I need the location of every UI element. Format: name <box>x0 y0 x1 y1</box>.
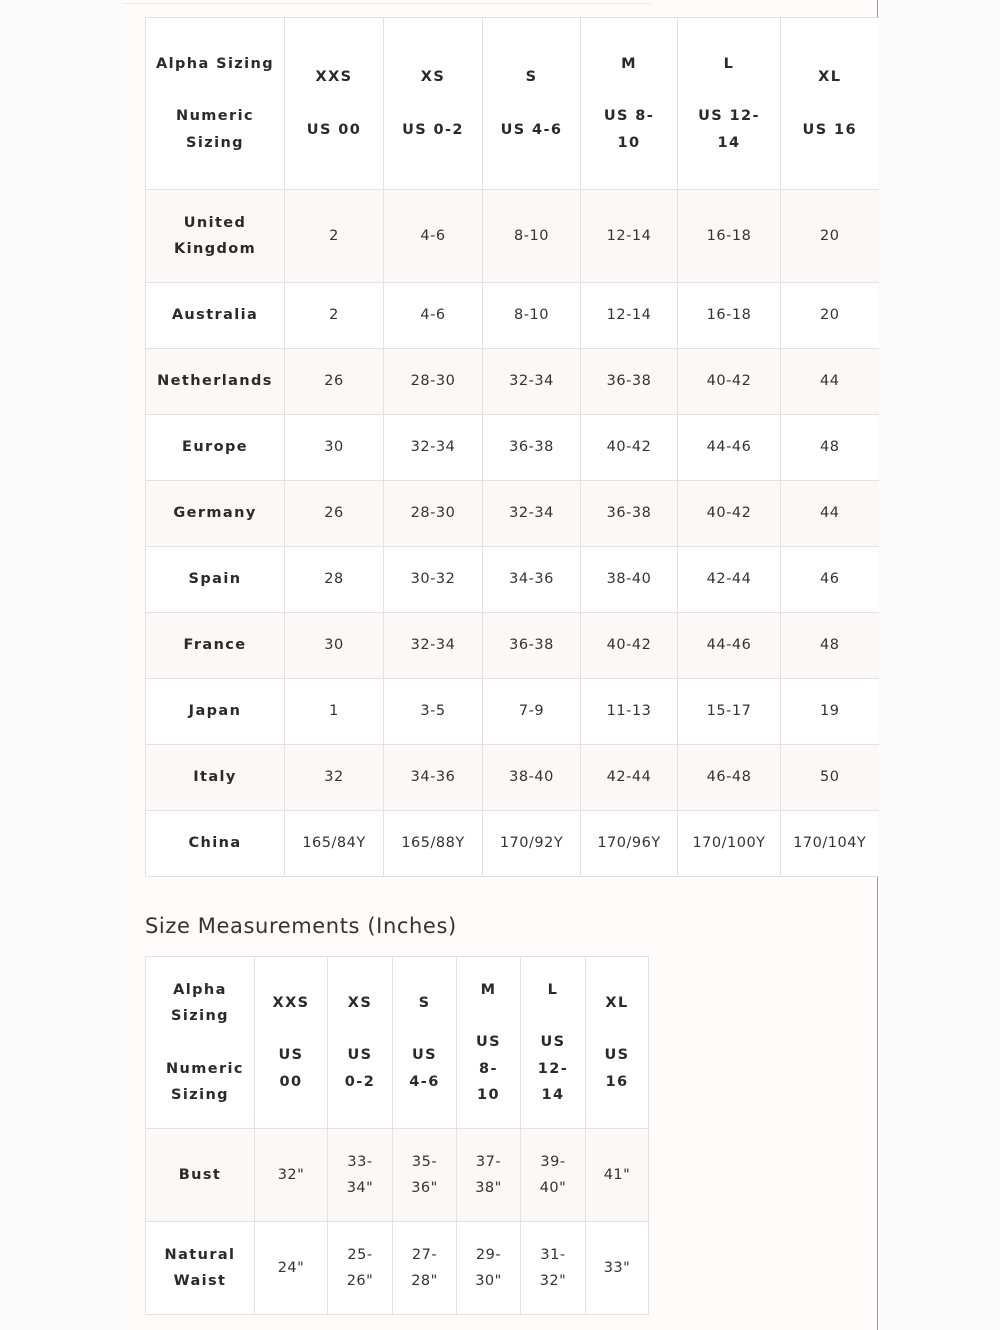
table-cell: 44 <box>781 349 879 415</box>
table-cell: 48 <box>781 613 879 679</box>
alpha-size: S <box>418 994 431 1011</box>
numeric-size: US 16 <box>802 121 857 138</box>
table-row <box>146 745 879 811</box>
country-label: China <box>146 811 285 877</box>
table-cell: 3-5 <box>384 679 483 745</box>
table-cell: 48 <box>781 415 879 481</box>
country-label: Australia <box>146 283 285 349</box>
alpha-sizing-label: Alpha Sizing <box>171 981 229 1024</box>
numeric-size: US 4-6 <box>500 121 563 138</box>
table-row <box>146 481 879 547</box>
table-cell: 41" <box>586 1129 649 1222</box>
alpha-size: M <box>621 55 637 72</box>
table-row <box>146 415 879 481</box>
table-cell: 40-42 <box>581 613 678 679</box>
table-cell: 32-34 <box>483 481 581 547</box>
table-cell: 170/100Y <box>678 811 781 877</box>
table-cell: 30 <box>285 415 384 481</box>
alpha-sizing-label: Alpha Sizing <box>155 55 275 72</box>
table-cell: 20 <box>781 190 879 283</box>
table-cell: 36-38 <box>483 415 581 481</box>
table-cell: 170/96Y <box>581 811 678 877</box>
alpha-size: L <box>723 55 735 72</box>
table-cell: 11-13 <box>581 679 678 745</box>
table-cell: 40-42 <box>678 481 781 547</box>
table-cell: 44-46 <box>678 613 781 679</box>
country-label: Italy <box>146 745 285 811</box>
size-header-cell <box>393 957 457 1129</box>
country-label: Spain <box>146 547 285 613</box>
table-cell: 15-17 <box>678 679 781 745</box>
table-cell: 42-44 <box>581 745 678 811</box>
table-cell: 38-40 <box>483 745 581 811</box>
table-cell: 170/104Y <box>781 811 879 877</box>
size-header-cell <box>521 957 586 1129</box>
table-row <box>146 190 879 283</box>
table-cell: 27-28" <box>393 1222 457 1315</box>
table-cell: 7-9 <box>483 679 581 745</box>
table-cell: 46 <box>781 547 879 613</box>
table-cell: 8-10 <box>483 283 581 349</box>
size-header-cell <box>581 18 678 190</box>
table-row <box>146 1129 649 1222</box>
numeric-size: US 00 <box>306 121 362 138</box>
table-row <box>146 811 879 877</box>
table-cell: 24" <box>255 1222 328 1315</box>
divider <box>123 3 651 4</box>
table-cell: 31-32" <box>521 1222 586 1315</box>
table-cell: 35-36" <box>393 1129 457 1222</box>
table-cell: 36-38 <box>581 349 678 415</box>
table-cell: 32 <box>285 745 384 811</box>
table-cell: 38-40 <box>581 547 678 613</box>
alpha-size: XL <box>605 994 629 1011</box>
country-label: France <box>146 613 285 679</box>
size-header-cell <box>678 18 781 190</box>
country-label: Japan <box>146 679 285 745</box>
table-cell: 19 <box>781 679 879 745</box>
size-conversion-table <box>145 17 879 877</box>
table-cell: 50 <box>781 745 879 811</box>
table-cell: 8-10 <box>483 190 581 283</box>
section-title: Size Measurements (Inches) <box>145 914 457 938</box>
size-header-cell <box>328 957 393 1129</box>
numeric-size: US 12-14 <box>698 108 760 151</box>
table-cell: 42-44 <box>678 547 781 613</box>
table-cell: 4-6 <box>384 190 483 283</box>
table-cell: 165/84Y <box>285 811 384 877</box>
size-header-cell <box>781 18 879 190</box>
table-cell: 39-40" <box>521 1129 586 1222</box>
table-cell: 34-36 <box>384 745 483 811</box>
numeric-size: US 4-6 <box>409 1047 440 1090</box>
table-cell: 33" <box>586 1222 649 1315</box>
table-header-row <box>146 957 649 1129</box>
table-cell: 2 <box>285 283 384 349</box>
size-header-cell <box>384 18 483 190</box>
header-cell <box>146 18 285 190</box>
table-cell: 40-42 <box>678 349 781 415</box>
table-cell: 46-48 <box>678 745 781 811</box>
numeric-size: US 8-10 <box>603 108 655 151</box>
table-row <box>146 349 879 415</box>
numeric-size: US 00 <box>278 1047 304 1090</box>
alpha-size: XXS <box>272 994 310 1011</box>
size-measurements-table <box>145 956 649 1315</box>
table-cell: 2 <box>285 190 384 283</box>
numeric-size: US 12-14 <box>537 1034 569 1103</box>
table-cell: 28 <box>285 547 384 613</box>
table-row <box>146 679 879 745</box>
alpha-size: M <box>480 981 497 998</box>
table-cell: 33-34" <box>328 1129 393 1222</box>
table-cell: 4-6 <box>384 283 483 349</box>
alpha-size: XXS <box>315 69 353 85</box>
table-cell: 28-30 <box>384 481 483 547</box>
country-label: United Kingdom <box>146 190 285 283</box>
measurement-label: Bust <box>146 1129 255 1222</box>
table-cell: 32-34 <box>483 349 581 415</box>
numeric-size: US 0-2 <box>344 1047 376 1090</box>
table-cell: 32-34 <box>384 415 483 481</box>
measurement-label: Natural Waist <box>146 1222 255 1315</box>
country-label: Netherlands <box>146 349 285 415</box>
numeric-size: US 16 <box>604 1047 630 1090</box>
size-header-cell <box>586 957 649 1129</box>
table-cell: 32" <box>255 1129 328 1222</box>
size-header-cell <box>255 957 328 1129</box>
country-label: Germany <box>146 481 285 547</box>
numeric-sizing-label: Numeric Sizing <box>166 1060 244 1103</box>
numeric-size: US 0-2 <box>402 121 464 138</box>
table-cell: 12-14 <box>581 190 678 283</box>
table-row <box>146 283 879 349</box>
table-cell: 40-42 <box>581 415 678 481</box>
table-cell: 165/88Y <box>384 811 483 877</box>
table-cell: 26 <box>285 481 384 547</box>
table-cell: 26 <box>285 349 384 415</box>
table-row <box>146 613 879 679</box>
alpha-size: XS <box>347 994 373 1011</box>
table-cell: 36-38 <box>483 613 581 679</box>
size-header-cell <box>457 957 521 1129</box>
table-cell: 30-32 <box>384 547 483 613</box>
table-cell: 34-36 <box>483 547 581 613</box>
table-row <box>146 547 879 613</box>
table-cell: 29-30" <box>457 1222 521 1315</box>
numeric-size: US 8-10 <box>475 1034 502 1103</box>
table-cell: 12-14 <box>581 283 678 349</box>
table-cell: 25-26" <box>328 1222 393 1315</box>
numeric-sizing-label: Numeric Sizing <box>176 108 254 151</box>
header-cell <box>146 957 255 1129</box>
size-header-cell <box>285 18 384 190</box>
table-cell: 37-38" <box>457 1129 521 1222</box>
table-cell: 30 <box>285 613 384 679</box>
country-label: Europe <box>146 415 285 481</box>
size-header-cell <box>483 18 581 190</box>
table-header-row <box>146 18 879 190</box>
table-cell: 44-46 <box>678 415 781 481</box>
table-cell: 16-18 <box>678 190 781 283</box>
table-cell: 32-34 <box>384 613 483 679</box>
table-cell: 170/92Y <box>483 811 581 877</box>
table-cell: 20 <box>781 283 879 349</box>
table-cell: 44 <box>781 481 879 547</box>
table-cell: 36-38 <box>581 481 678 547</box>
alpha-size: L <box>547 981 559 998</box>
table-cell: 1 <box>285 679 384 745</box>
table-row <box>146 1222 649 1315</box>
table-cell: 16-18 <box>678 283 781 349</box>
table-cell: 28-30 <box>384 349 483 415</box>
alpha-size: XS <box>420 69 446 85</box>
alpha-size: XL <box>818 69 842 85</box>
alpha-size: S <box>525 69 538 85</box>
